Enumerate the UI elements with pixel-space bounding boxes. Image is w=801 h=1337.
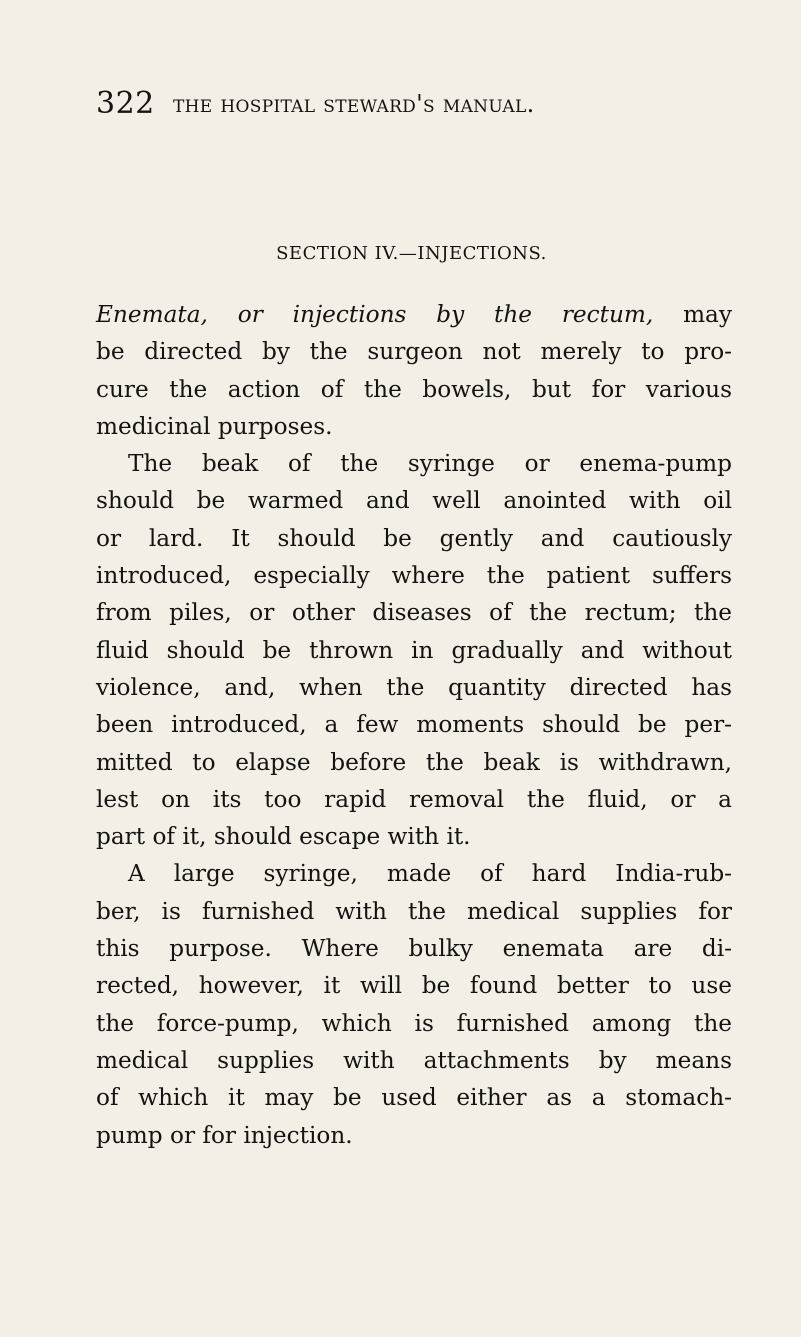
body-text xyxy=(96,296,732,1154)
text-line: be directed by the surgeon not merely to pro- xyxy=(96,338,732,366)
text-line: part of it, should escape with it. xyxy=(96,823,471,851)
section-heading: SECTION IV.—INJECTIONS. xyxy=(276,243,547,264)
running-head xyxy=(96,86,736,126)
page-number: 322 xyxy=(96,86,155,121)
text-line: the force-pump, which is furnished among the xyxy=(96,1009,732,1037)
text-line: violence, and, when the quantity directed has xyxy=(96,673,732,701)
text-line: medicinal purposes. xyxy=(96,412,333,440)
text-line: introduced, especially where the patient suffers xyxy=(96,562,732,590)
text-line: of which it may be used either as a stomach- xyxy=(96,1084,732,1112)
text-line: rected, however, it will be found better to use xyxy=(96,972,732,1000)
text-line: Enemata, or injections by the rectum, may xyxy=(96,301,732,328)
text-line: medical supplies with attachments by means xyxy=(96,1046,732,1074)
text-line: pump or for injection. xyxy=(96,1121,353,1149)
text-line: fluid should be thrown in gradually and without xyxy=(96,636,732,664)
text-line: A large syringe, made of hard India-rub- xyxy=(128,860,732,888)
text-line: The beak of the syringe or enema-pump xyxy=(128,450,732,478)
text-line: or lard. It should be gently and cautiously xyxy=(96,524,732,552)
text-line: been introduced, a few moments should be per- xyxy=(96,711,732,739)
text-line: lest on its too rapid removal the fluid, or a xyxy=(96,785,732,813)
text-line: mitted to elapse before the beak is withdrawn, xyxy=(96,748,732,776)
text-line: this purpose. Where bulky enemata are di- xyxy=(96,935,732,963)
text-line: ber, is furnished with the medical supplies for xyxy=(96,897,732,925)
text-line: should be warmed and well anointed with oil xyxy=(96,487,732,515)
text-line: cure the action of the bowels, but for various xyxy=(96,375,732,403)
running-title: the hospital steward's manual. xyxy=(173,90,535,118)
text-line: from piles, or other diseases of the rectum; the xyxy=(96,599,732,627)
